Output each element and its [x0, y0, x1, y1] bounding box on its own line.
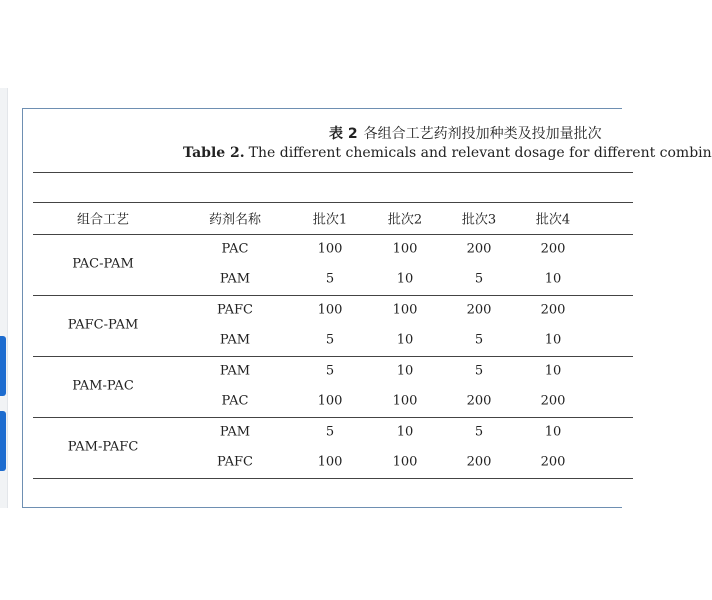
dosage-value: 200 [466, 454, 492, 470]
process-name: PAFC-PAM [67, 317, 139, 333]
dosage-value: 5 [474, 363, 484, 379]
chemical-name: PAM [219, 424, 251, 440]
dosage-value: 5 [325, 332, 335, 348]
table-rule [33, 417, 633, 418]
dosage-value: 100 [317, 241, 343, 257]
dosage-value: 5 [474, 424, 484, 440]
chemical-name: PAFC [217, 454, 253, 470]
column-header-chemical: 药剂名称 [208, 212, 262, 228]
dosage-value: 10 [396, 271, 414, 287]
chemical-name: PAC [221, 241, 249, 257]
column-header-batch2: 批次2 [387, 212, 423, 228]
dosage-value: 100 [317, 393, 343, 409]
side-tab-button[interactable] [0, 336, 6, 396]
dosage-value: 200 [540, 302, 566, 318]
dosage-value: 10 [544, 363, 562, 379]
table-figure [22, 108, 712, 508]
dosage-value: 100 [392, 302, 418, 318]
dosage-value: 100 [317, 454, 343, 470]
dosage-value: 100 [317, 302, 343, 318]
table-rule [33, 295, 633, 296]
dosage-value: 5 [325, 271, 335, 287]
dosage-value: 200 [466, 393, 492, 409]
chemical-name: PAC [221, 393, 249, 409]
dosage-value: 200 [540, 241, 566, 257]
caption-text-en: The different chemicals and relevant dosage for different combin [248, 145, 712, 161]
process-name: PAM-PAC [72, 378, 134, 394]
process-name: PAM-PAFC [67, 439, 139, 455]
dosage-value: 10 [396, 332, 414, 348]
table-caption-chinese [329, 123, 602, 143]
dosage-value: 10 [396, 424, 414, 440]
dosage-value: 200 [466, 302, 492, 318]
dosage-value: 100 [392, 241, 418, 257]
column-header-batch4: 批次4 [535, 212, 571, 228]
table-number-cn: 表 2 [329, 126, 358, 142]
dosage-value: 10 [544, 271, 562, 287]
dosage-value: 100 [392, 454, 418, 470]
dosage-value: 200 [466, 241, 492, 257]
dosage-value: 200 [540, 454, 566, 470]
dosage-value: 10 [396, 363, 414, 379]
dosage-value: 100 [392, 393, 418, 409]
column-header-batch3: 批次3 [461, 212, 497, 228]
process-name: PAC-PAM [72, 256, 134, 272]
dosage-value: 5 [474, 271, 484, 287]
table-rule [33, 202, 633, 203]
dosage-value: 5 [325, 363, 335, 379]
column-header-process: 组合工艺 [76, 212, 130, 228]
table-number-en: Table 2. [183, 145, 245, 161]
dosage-value: 5 [474, 332, 484, 348]
table-rule [33, 478, 633, 479]
chemical-name: PAM [219, 332, 251, 348]
chemical-name: PAFC [217, 302, 253, 318]
chemical-name: PAM [219, 271, 251, 287]
table-caption-english [183, 145, 712, 161]
dosage-value: 5 [325, 424, 335, 440]
dosage-value: 200 [540, 393, 566, 409]
dosage-value: 10 [544, 332, 562, 348]
chemical-name: PAM [219, 363, 251, 379]
table-rule [33, 234, 633, 235]
dosage-value: 10 [544, 424, 562, 440]
side-tab-button[interactable] [0, 411, 6, 471]
table-rule [33, 172, 633, 173]
table-rule [33, 356, 633, 357]
caption-text-cn: 各组合工艺药剂投加种类及投加量批次 [363, 126, 602, 142]
column-header-batch1: 批次1 [312, 212, 348, 228]
